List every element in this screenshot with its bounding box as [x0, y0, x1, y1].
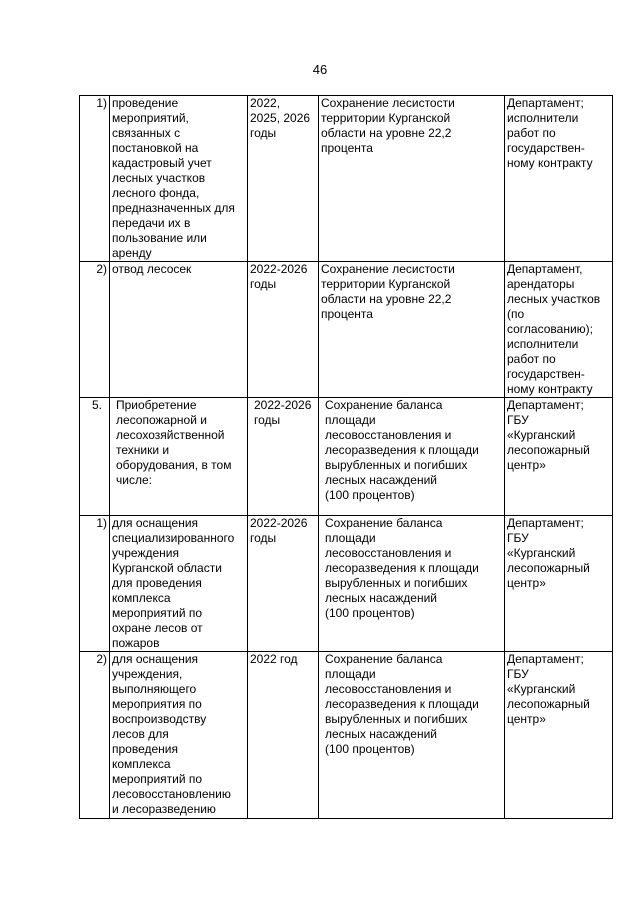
period-cell: 2022-2026 годы [248, 262, 319, 398]
activity-cell: для оснащения специализированного учреждения Курганской области для проведения комплекса мероприятий по охране лесов от пожаров [110, 516, 248, 652]
result-cell: Сохранение лесистости территории Курганской области на уровне 22,2 процента [319, 96, 505, 262]
row-number: 2) [80, 652, 110, 819]
result-cell: Сохранение баланса площади лесовосстановления и лесоразведения к площади вырубленных и погибших лесных насаждений (100 процентов) [319, 652, 505, 819]
activity-cell: Приобретение лесопожарной и лесохозяйственной техники и оборудования, в том числе: [110, 398, 248, 516]
executor-cell: Департамент, арендаторы лесных участков (по согласованию); исполнители работ по государствен- ному контракту [505, 262, 613, 398]
row-number: 1) [80, 96, 110, 262]
page-number: 46 [312, 62, 328, 77]
activity-cell: для оснащения учреждения, выполняющего мероприятия по воспроизводству лесов для проведения комплекса мероприятий по лесовосстановлению и лесоразведению [110, 652, 248, 819]
row-number: 5. [80, 398, 110, 516]
row-number: 1) [80, 516, 110, 652]
row-number: 2) [80, 262, 110, 398]
table-row [80, 96, 613, 262]
result-cell: Сохранение баланса площади лесовосстановления и лесоразведения к площади вырубленных и погибших лесных насаждений (100 процентов) [319, 398, 505, 516]
period-cell: 2022-2026 годы [248, 516, 319, 652]
table-row [80, 398, 613, 516]
executor-cell: Департамент; ГБУ «Курганский лесопожарный центр» [505, 652, 613, 819]
executor-cell: Департамент; исполнители работ по государствен- ному контракту [505, 96, 613, 262]
result-cell: Сохранение лесистости территории Курганской области на уровне 22,2 процента [319, 262, 505, 398]
executor-cell: Департамент; ГБУ «Курганский лесопожарный центр» [505, 398, 613, 516]
period-cell: 2022-2026 годы [248, 398, 319, 516]
executor-cell: Департамент; ГБУ «Курганский лесопожарный центр» [505, 516, 613, 652]
period-cell: 2022 год [248, 652, 319, 819]
table-row [80, 516, 613, 652]
period-cell: 2022, 2025, 2026 годы [248, 96, 319, 262]
table-row [80, 652, 613, 819]
result-cell: Сохранение баланса площади лесовосстановления и лесоразведения к площади вырубленных и погибших лесных насаждений (100 процентов) [319, 516, 505, 652]
program-activities-table [79, 95, 613, 819]
table-row [80, 262, 613, 398]
activity-cell: отвод лесосек [110, 262, 248, 398]
activity-cell: проведение мероприятий, связанных с постановкой на кадастровый учет лесных участков лесного фонда, предназначенных для передачи их в пользование или аренду [110, 96, 248, 262]
